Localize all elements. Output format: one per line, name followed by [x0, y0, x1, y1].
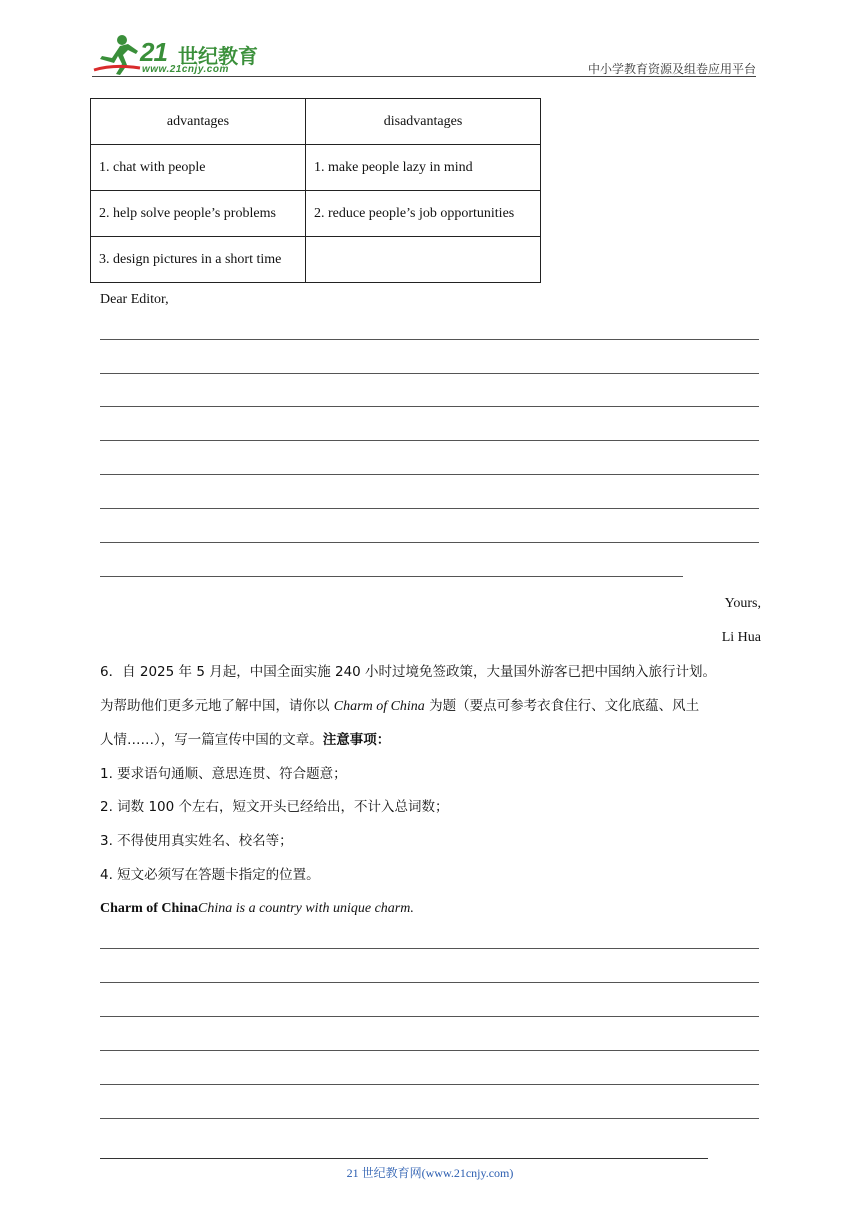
writing-line[interactable]	[100, 576, 683, 577]
note-item: 2. 词数 100 个左右，短文开头已经给出，不计入总词数；	[100, 799, 449, 815]
writing-line[interactable]	[100, 474, 759, 475]
footer-divider	[100, 1158, 708, 1159]
table-cell: 3. design pictures in a short time	[91, 237, 306, 283]
table-row	[91, 237, 541, 283]
letter-signature: Li Hua	[721, 630, 761, 645]
letter-greeting: Dear Editor,	[100, 292, 169, 307]
table-cell: 2. reduce people’s job opportunities	[306, 191, 541, 237]
question-6-line-2-post: 为题（要点可参考衣食住行、文化底蕴、风土	[424, 698, 700, 714]
question-6-line-2	[100, 696, 699, 717]
notes-heading: 注意事项：	[322, 732, 391, 748]
question-6-line-3-pre: 人情……），写一篇宣传中国的文章。	[100, 732, 323, 748]
table-row	[91, 145, 541, 191]
question-6-line-3	[100, 730, 390, 750]
writing-line[interactable]	[100, 542, 759, 543]
table-header-row	[91, 99, 541, 145]
table-row	[91, 191, 541, 237]
table-header-cell: advantages	[91, 99, 306, 145]
writing-line[interactable]	[100, 406, 759, 407]
runner-logo-icon	[92, 34, 142, 76]
footer-source: 21 世纪教育网(www.21cnjy.com)	[346, 1166, 514, 1180]
table-cell: 2. help solve people’s problems	[91, 191, 306, 237]
logo-name: 世纪教育	[178, 44, 258, 68]
logo	[92, 34, 262, 78]
writing-line[interactable]	[100, 1084, 759, 1085]
writing-line[interactable]	[100, 948, 759, 949]
question-6-line-2-pre: 为帮助他们更多元地了解中国，请你以	[100, 698, 334, 714]
essay-title: Charm of China	[100, 901, 199, 916]
writing-line[interactable]	[100, 1050, 759, 1051]
table-cell: 1. make people lazy in mind	[306, 145, 541, 191]
writing-line[interactable]	[100, 982, 759, 983]
platform-label: 中小学教育资源及组卷应用平台	[587, 62, 756, 76]
writing-line[interactable]	[100, 1118, 759, 1119]
note-item: 1. 要求语句通顺、意思连贯、符合题意；	[100, 766, 347, 782]
writing-line[interactable]	[100, 508, 759, 509]
table-header-cell: disadvantages	[306, 99, 541, 145]
essay-start-sentence: China is a country with unique charm.	[198, 901, 414, 916]
writing-line[interactable]	[100, 339, 759, 340]
writing-line[interactable]	[100, 440, 759, 441]
question-6-line-1: 6．自 2025 年 5 月起，中国全面实施 240 小时过境免签政策，大量国外游客已把中国纳入旅行计划。	[100, 664, 717, 680]
logo-url: www.21cnjy.com	[142, 64, 229, 75]
page-header	[0, 0, 860, 80]
writing-line[interactable]	[100, 373, 759, 374]
letter-closing: Yours,	[724, 596, 761, 611]
logo-number: 21	[140, 37, 167, 67]
table-cell: 1. chat with people	[91, 145, 306, 191]
note-item: 3. 不得使用真实姓名、校名等；	[100, 833, 293, 849]
essay-title-italic: Charm of China	[333, 699, 425, 714]
essay-opening	[100, 899, 414, 919]
table-cell	[306, 237, 541, 283]
header-divider	[92, 76, 756, 77]
advantages-table	[90, 98, 541, 283]
note-item: 4. 短文必须写在答题卡指定的位置。	[100, 867, 320, 883]
writing-line[interactable]	[100, 1016, 759, 1017]
